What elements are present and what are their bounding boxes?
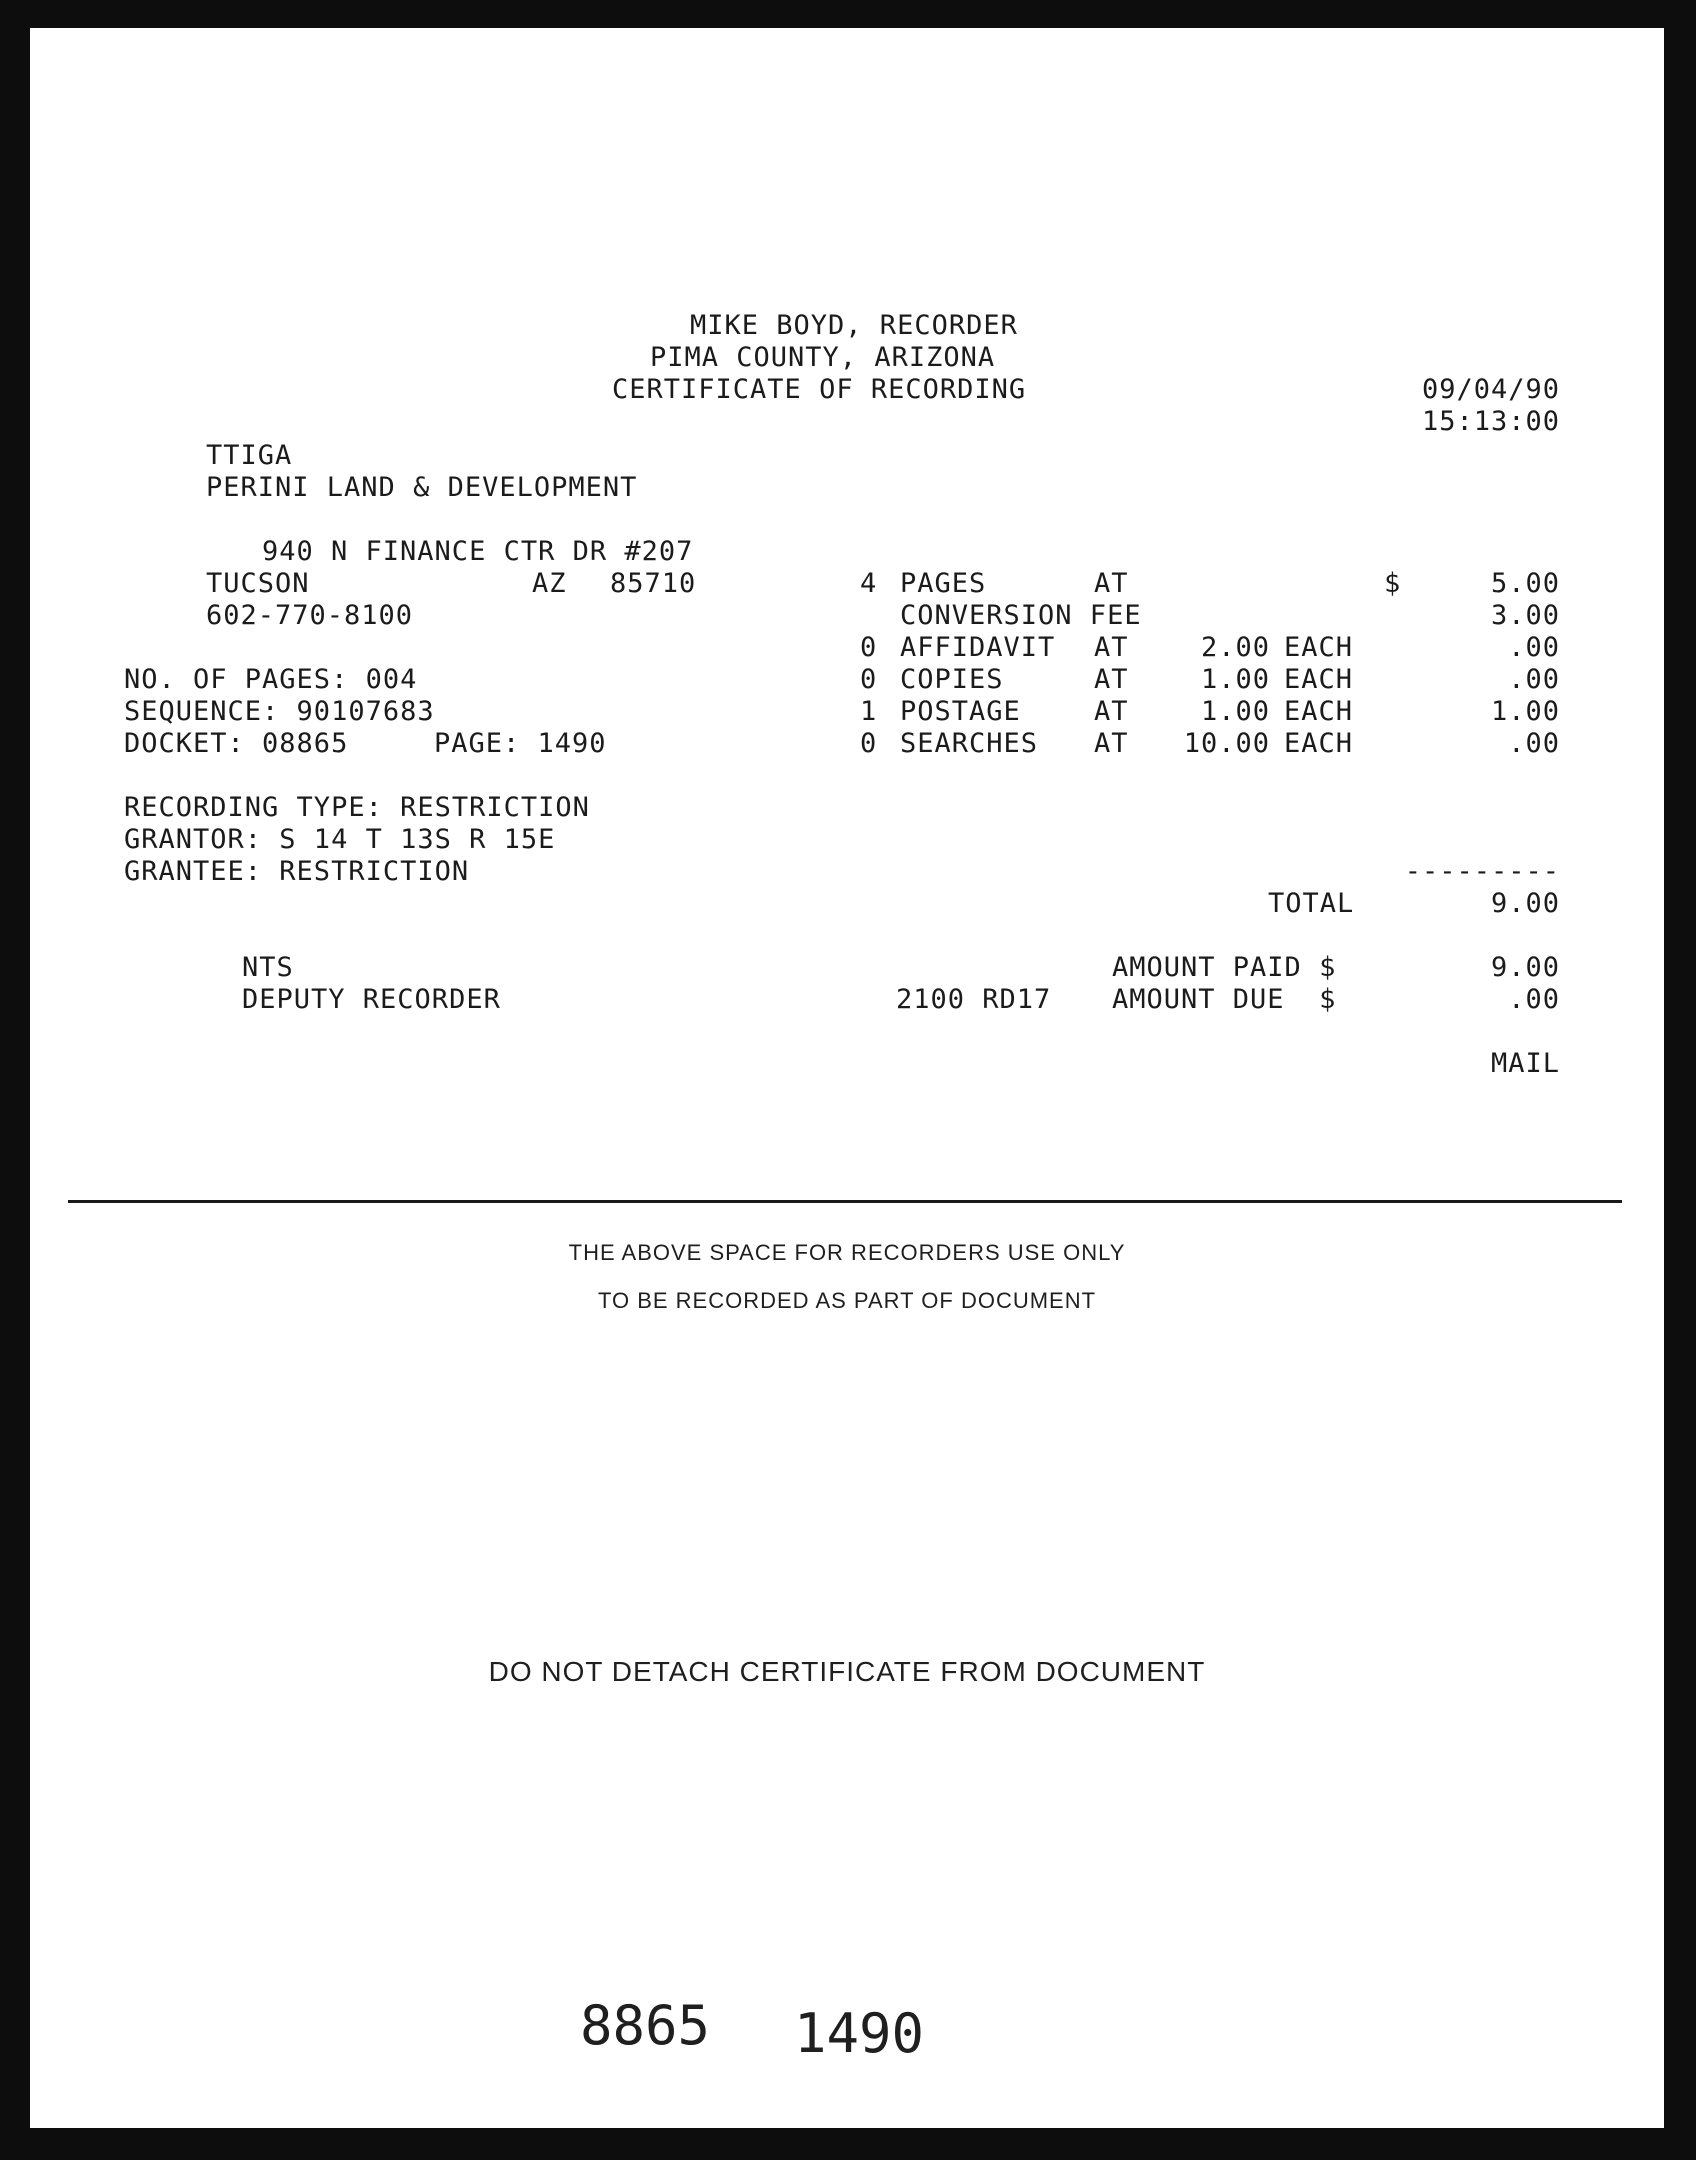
fee-qty: 4: [860, 568, 878, 599]
party-state: AZ: [532, 568, 567, 599]
fee-qty: 0: [860, 728, 878, 759]
county-state: PIMA COUNTY, ARIZONA: [650, 342, 996, 373]
pages-count: NO. OF PAGES: 004: [124, 664, 418, 695]
party-company: PERINI LAND & DEVELOPMENT: [206, 472, 638, 503]
fee-each: EACH: [1284, 696, 1354, 727]
amount-due-label: AMOUNT DUE $: [1112, 984, 1337, 1015]
recorder-use-notice: THE ABOVE SPACE FOR RECORDERS USE ONLY: [568, 1240, 1126, 1265]
fee-each: EACH: [1284, 632, 1354, 663]
deputy-initials: NTS: [242, 952, 294, 983]
fee-at: AT: [1094, 664, 1129, 695]
deputy-title: DEPUTY RECORDER: [242, 984, 501, 1015]
recorder-space-divider: [68, 1200, 1622, 1203]
delivery-method: MAIL: [1490, 1048, 1560, 1079]
total-value: 9.00: [1490, 888, 1560, 919]
fee-amount: .00: [1508, 632, 1560, 663]
fee-rate: 10.00: [1183, 728, 1270, 759]
recording-type: RECORDING TYPE: RESTRICTION: [124, 792, 590, 823]
party-phone: 602-770-8100: [206, 600, 414, 631]
record-time: 15:13:00: [1421, 406, 1560, 437]
fee-at: AT: [1094, 728, 1129, 759]
fee-amount: 1.00: [1490, 696, 1560, 727]
amount-due-value: .00: [1508, 984, 1560, 1015]
fee-qty: 0: [860, 632, 878, 663]
grantee: GRANTEE: RESTRICTION: [124, 856, 470, 887]
amount-paid-value: 9.00: [1490, 952, 1560, 983]
do-not-detach-notice: DO NOT DETACH CERTIFICATE FROM DOCUMENT: [488, 1656, 1206, 1687]
certificate-title: CERTIFICATE OF RECORDING: [612, 374, 1027, 405]
fee-at: AT: [1094, 696, 1129, 727]
fee-each: EACH: [1284, 664, 1354, 695]
party-zip: 85710: [610, 568, 697, 599]
fee-amount: 3.00: [1490, 600, 1560, 631]
total-separator: ---------: [1404, 856, 1560, 887]
grantor: GRANTOR: S 14 T 13S R 15E: [124, 824, 556, 855]
fee-qty: 0: [860, 664, 878, 695]
fee-amount: .00: [1508, 664, 1560, 695]
page-number: PAGE: 1490: [434, 728, 607, 759]
party-city: TUCSON: [206, 568, 310, 599]
fee-at: AT: [1094, 632, 1129, 663]
record-part-notice: TO BE RECORDED AS PART OF DOCUMENT: [597, 1288, 1097, 1313]
fee-item: PAGES: [900, 568, 987, 599]
total-label: TOTAL: [1268, 888, 1355, 919]
party-name: TTIGA: [206, 440, 293, 471]
fee-each: EACH: [1284, 728, 1354, 759]
record-date: 09/04/90: [1421, 374, 1560, 405]
fee-item: POSTAGE: [900, 696, 1021, 727]
fee-dollar-sign: $: [1384, 568, 1402, 599]
fee-at: AT: [1094, 568, 1129, 599]
docket-number: DOCKET: 08865: [124, 728, 349, 759]
recording-certificate: [30, 28, 1664, 2128]
stamp-docket-number: 8865: [580, 1994, 711, 2057]
fee-amount: 5.00: [1490, 568, 1560, 599]
fee-rate: 2.00: [1200, 632, 1270, 663]
fee-item: COPIES: [900, 664, 1004, 695]
sequence-number: SEQUENCE: 90107683: [124, 696, 435, 727]
party-address: 940 N FINANCE CTR DR #207: [262, 536, 694, 567]
fee-item: SEARCHES: [900, 728, 1039, 759]
recorder-name: MIKE BOYD, RECORDER: [690, 310, 1018, 341]
amount-paid-label: AMOUNT PAID $: [1112, 952, 1337, 983]
fee-item: AFFIDAVIT: [900, 632, 1056, 663]
fee-item: CONVERSION FEE: [900, 600, 1142, 631]
fee-rate: 1.00: [1200, 664, 1270, 695]
fee-qty: 1: [860, 696, 878, 727]
stamp-page-number: 1490: [794, 2002, 925, 2065]
fee-rate: 1.00: [1200, 696, 1270, 727]
fee-amount: .00: [1508, 728, 1560, 759]
register-code: 2100 RD17: [896, 984, 1052, 1015]
